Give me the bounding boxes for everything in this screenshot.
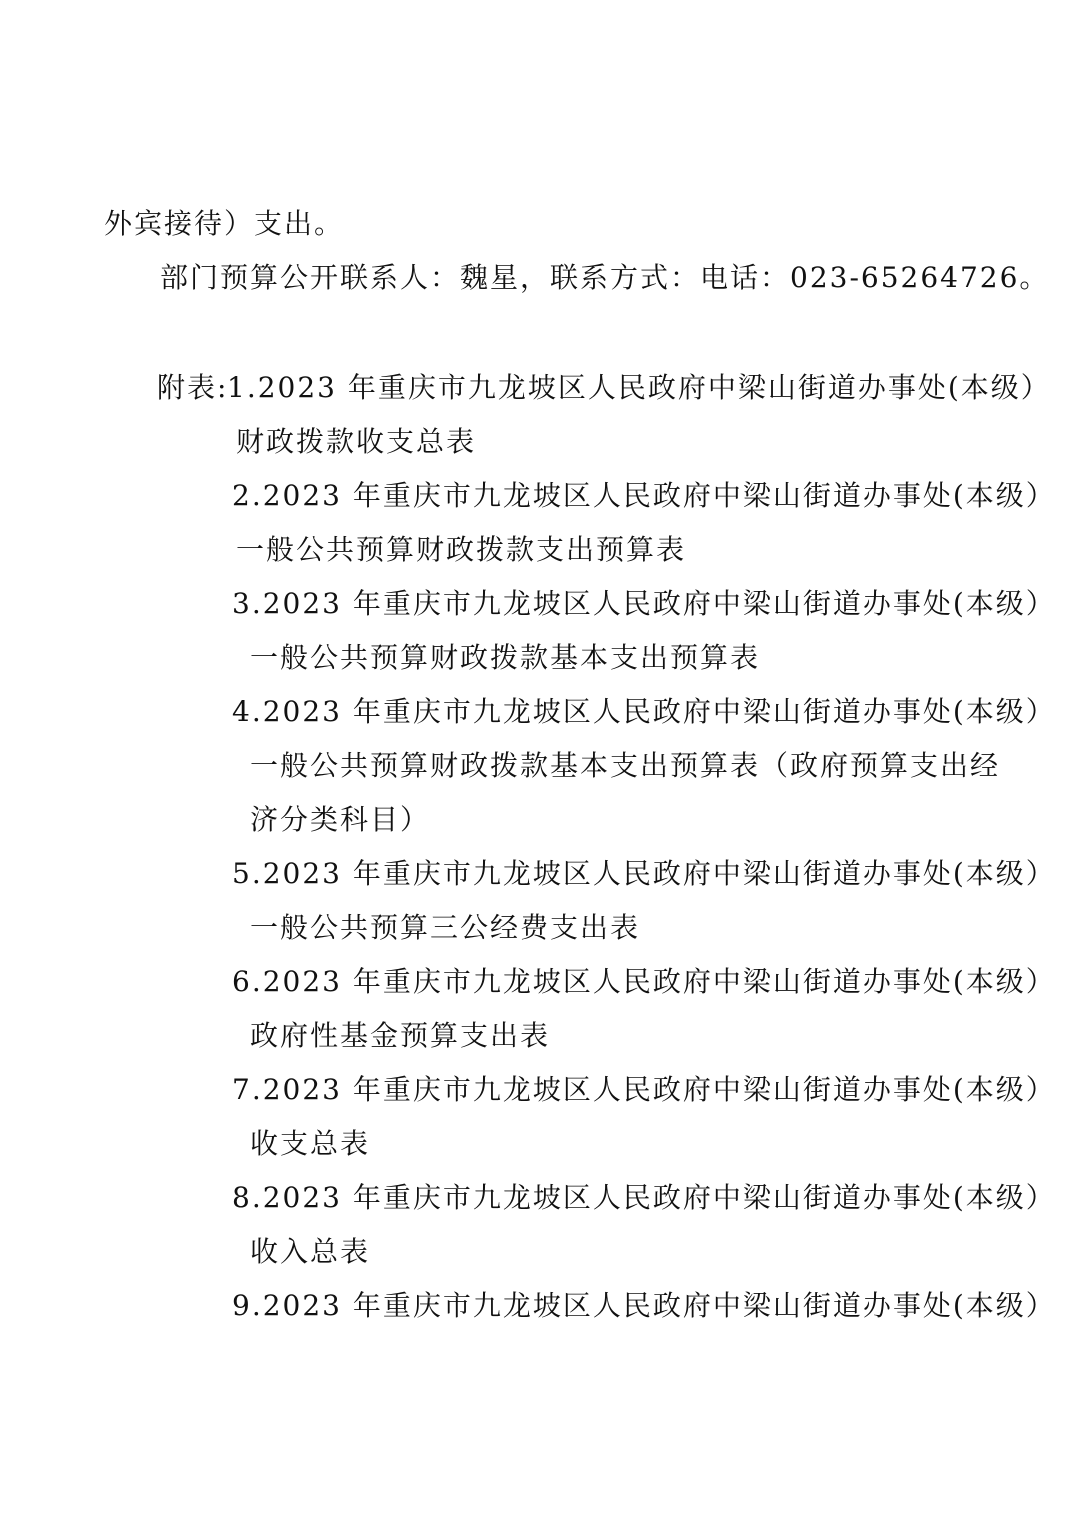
appendix-item-6-title: 6.2023 年重庆市九龙坡区人民政府中梁山街道办事处(本级） bbox=[232, 965, 1056, 998]
appendix-item-6-subtitle: 政府性基金预算支出表 bbox=[250, 1019, 551, 1052]
appendix-item-5-title: 5.2023 年重庆市九龙坡区人民政府中梁山街道办事处(本级） bbox=[232, 857, 1056, 890]
appendix-item-2-subtitle: 一般公共预算财政拨款支出预算表 bbox=[236, 533, 687, 566]
appendix-item-5-subtitle: 一般公共预算三公经费支出表 bbox=[250, 911, 641, 944]
appendix-item-3-title: 3.2023 年重庆市九龙坡区人民政府中梁山街道办事处(本级） bbox=[232, 587, 1056, 620]
appendix-item-1-subtitle: 财政拨款收支总表 bbox=[236, 425, 477, 458]
appendix-item-4-subtitle: 一般公共预算财政拨款基本支出预算表（政府预算支出经 bbox=[250, 749, 1001, 782]
appendix-item-7-title: 7.2023 年重庆市九龙坡区人民政府中梁山街道办事处(本级） bbox=[232, 1073, 1056, 1106]
appendix-item-8-title: 8.2023 年重庆市九龙坡区人民政府中梁山街道办事处(本级） bbox=[232, 1181, 1056, 1214]
continuation-text: 外宾接待）支出。 bbox=[104, 207, 345, 240]
appendix-item-8-subtitle: 收入总表 bbox=[250, 1235, 371, 1268]
appendix-label: 附表: bbox=[157, 371, 229, 404]
appendix-item-9-title: 9.2023 年重庆市九龙坡区人民政府中梁山街道办事处(本级） bbox=[232, 1289, 1056, 1322]
appendix-item-7-subtitle: 收支总表 bbox=[250, 1127, 371, 1160]
appendix-item-1-title: 1.2023 年重庆市九龙坡区人民政府中梁山街道办事处(本级） bbox=[227, 371, 1051, 404]
contact-info: 部门预算公开联系人：魏星，联系方式：电话：023-65264726。 bbox=[160, 261, 1050, 294]
appendix-item-2-title: 2.2023 年重庆市九龙坡区人民政府中梁山街道办事处(本级） bbox=[232, 479, 1056, 512]
appendix-item-3-subtitle: 一般公共预算财政拨款基本支出预算表 bbox=[250, 641, 761, 674]
appendix-item-4-title: 4.2023 年重庆市九龙坡区人民政府中梁山街道办事处(本级） bbox=[232, 695, 1056, 728]
appendix-item-4-subtitle-cont: 济分类科目） bbox=[250, 803, 431, 836]
